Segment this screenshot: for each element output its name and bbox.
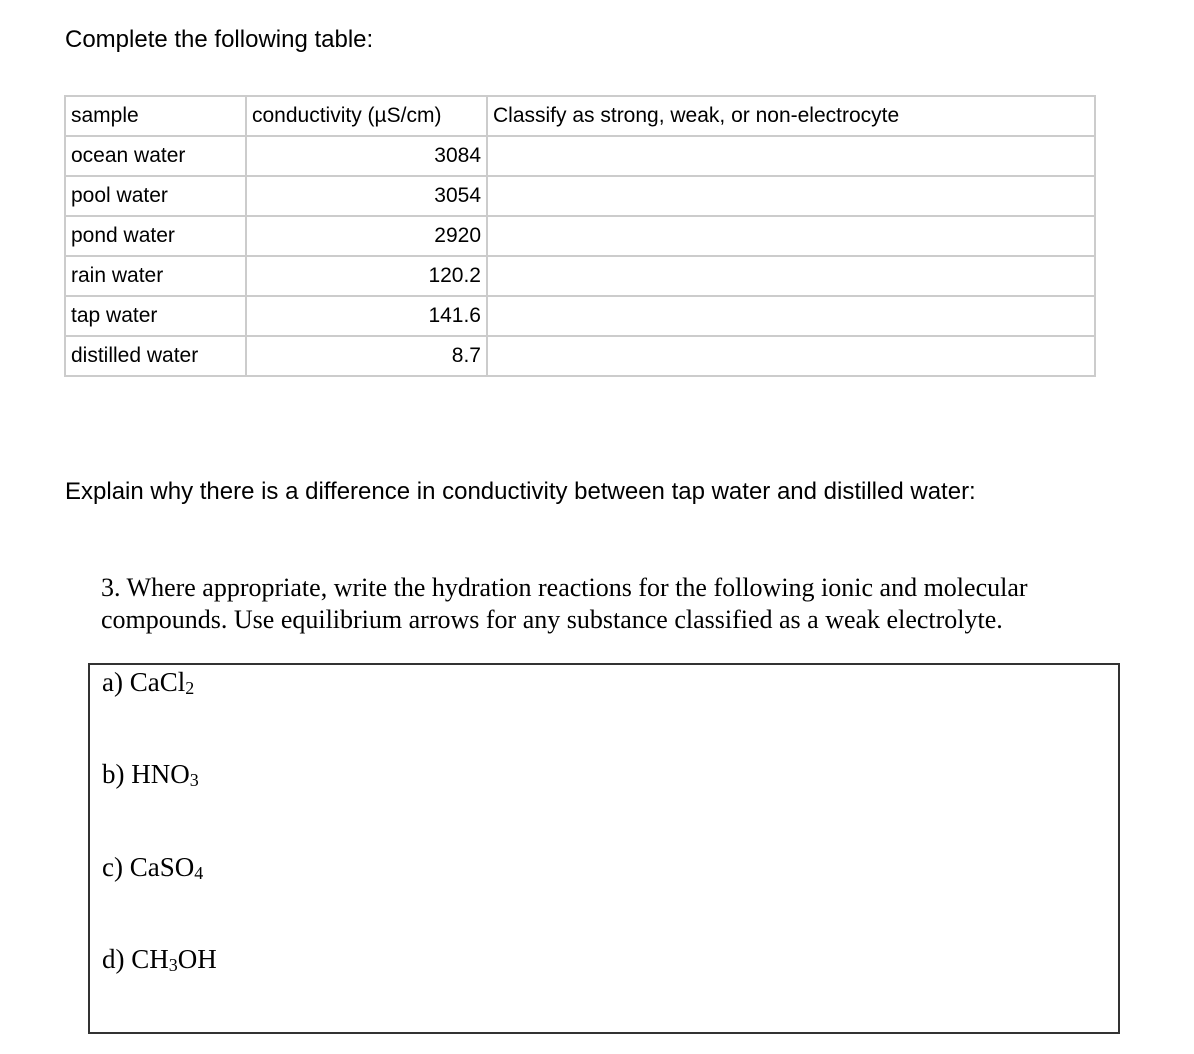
formula-main: HNO	[131, 759, 190, 789]
conductivity-cell: 8.7	[246, 336, 487, 376]
page-heading: Complete the following table:	[65, 26, 374, 53]
table-row	[65, 336, 1095, 376]
header-sample: sample	[65, 96, 246, 136]
compound-c	[102, 852, 203, 883]
sample-cell: rain water	[65, 256, 246, 296]
conductivity-cell: 120.2	[246, 256, 487, 296]
classification-cell[interactable]	[487, 256, 1095, 296]
formula-main: CaSO	[129, 852, 195, 882]
formula-main: CH	[131, 944, 169, 974]
classification-cell[interactable]	[487, 176, 1095, 216]
table-row	[65, 256, 1095, 296]
conductivity-cell: 141.6	[246, 296, 487, 336]
conductivity-cell: 3084	[246, 136, 487, 176]
table-row	[65, 216, 1095, 256]
classification-cell[interactable]	[487, 136, 1095, 176]
formula-subscript: 3	[189, 770, 199, 790]
classification-cell[interactable]	[487, 296, 1095, 336]
formula-subscript: 2	[185, 678, 195, 698]
question-3-line-1: 3. Where appropriate, write the hydration reactions for the following ionic and molecular	[101, 573, 1028, 602]
question-3-line-2: compounds. Use equilibrium arrows for any substance classified as a weak electrolyte.	[101, 605, 1003, 634]
header-classification: Classify as strong, weak, or non-electrocyte	[487, 96, 1095, 136]
table-row	[65, 296, 1095, 336]
conductivity-table	[64, 95, 1096, 377]
sample-cell: pool water	[65, 176, 246, 216]
sample-cell: ocean water	[65, 136, 246, 176]
classification-cell[interactable]	[487, 216, 1095, 256]
formula-tail: OH	[177, 944, 217, 974]
conductivity-cell: 2920	[246, 216, 487, 256]
sample-cell: distilled water	[65, 336, 246, 376]
compound-b	[102, 759, 199, 790]
table-row	[65, 176, 1095, 216]
compound-label: c)	[102, 852, 130, 882]
classification-cell[interactable]	[487, 336, 1095, 376]
formula-main: CaCl	[129, 667, 186, 697]
formula-subscript: 3	[168, 955, 178, 975]
table-header-row	[65, 96, 1095, 136]
sample-cell: tap water	[65, 296, 246, 336]
header-conductivity: conductivity (µS/cm)	[246, 96, 487, 136]
compound-d	[102, 944, 217, 975]
answer-box[interactable]	[88, 663, 1120, 1034]
compound-label: d)	[102, 944, 132, 974]
conductivity-cell: 3054	[246, 176, 487, 216]
compound-label: a)	[102, 667, 130, 697]
table-row	[65, 136, 1095, 176]
formula-subscript: 4	[194, 863, 204, 883]
explain-prompt: Explain why there is a difference in conductivity between tap water and distilled water:	[65, 478, 976, 505]
sample-cell: pond water	[65, 216, 246, 256]
compound-a	[102, 667, 194, 698]
question-3	[101, 572, 1101, 636]
compound-label: b)	[102, 759, 132, 789]
